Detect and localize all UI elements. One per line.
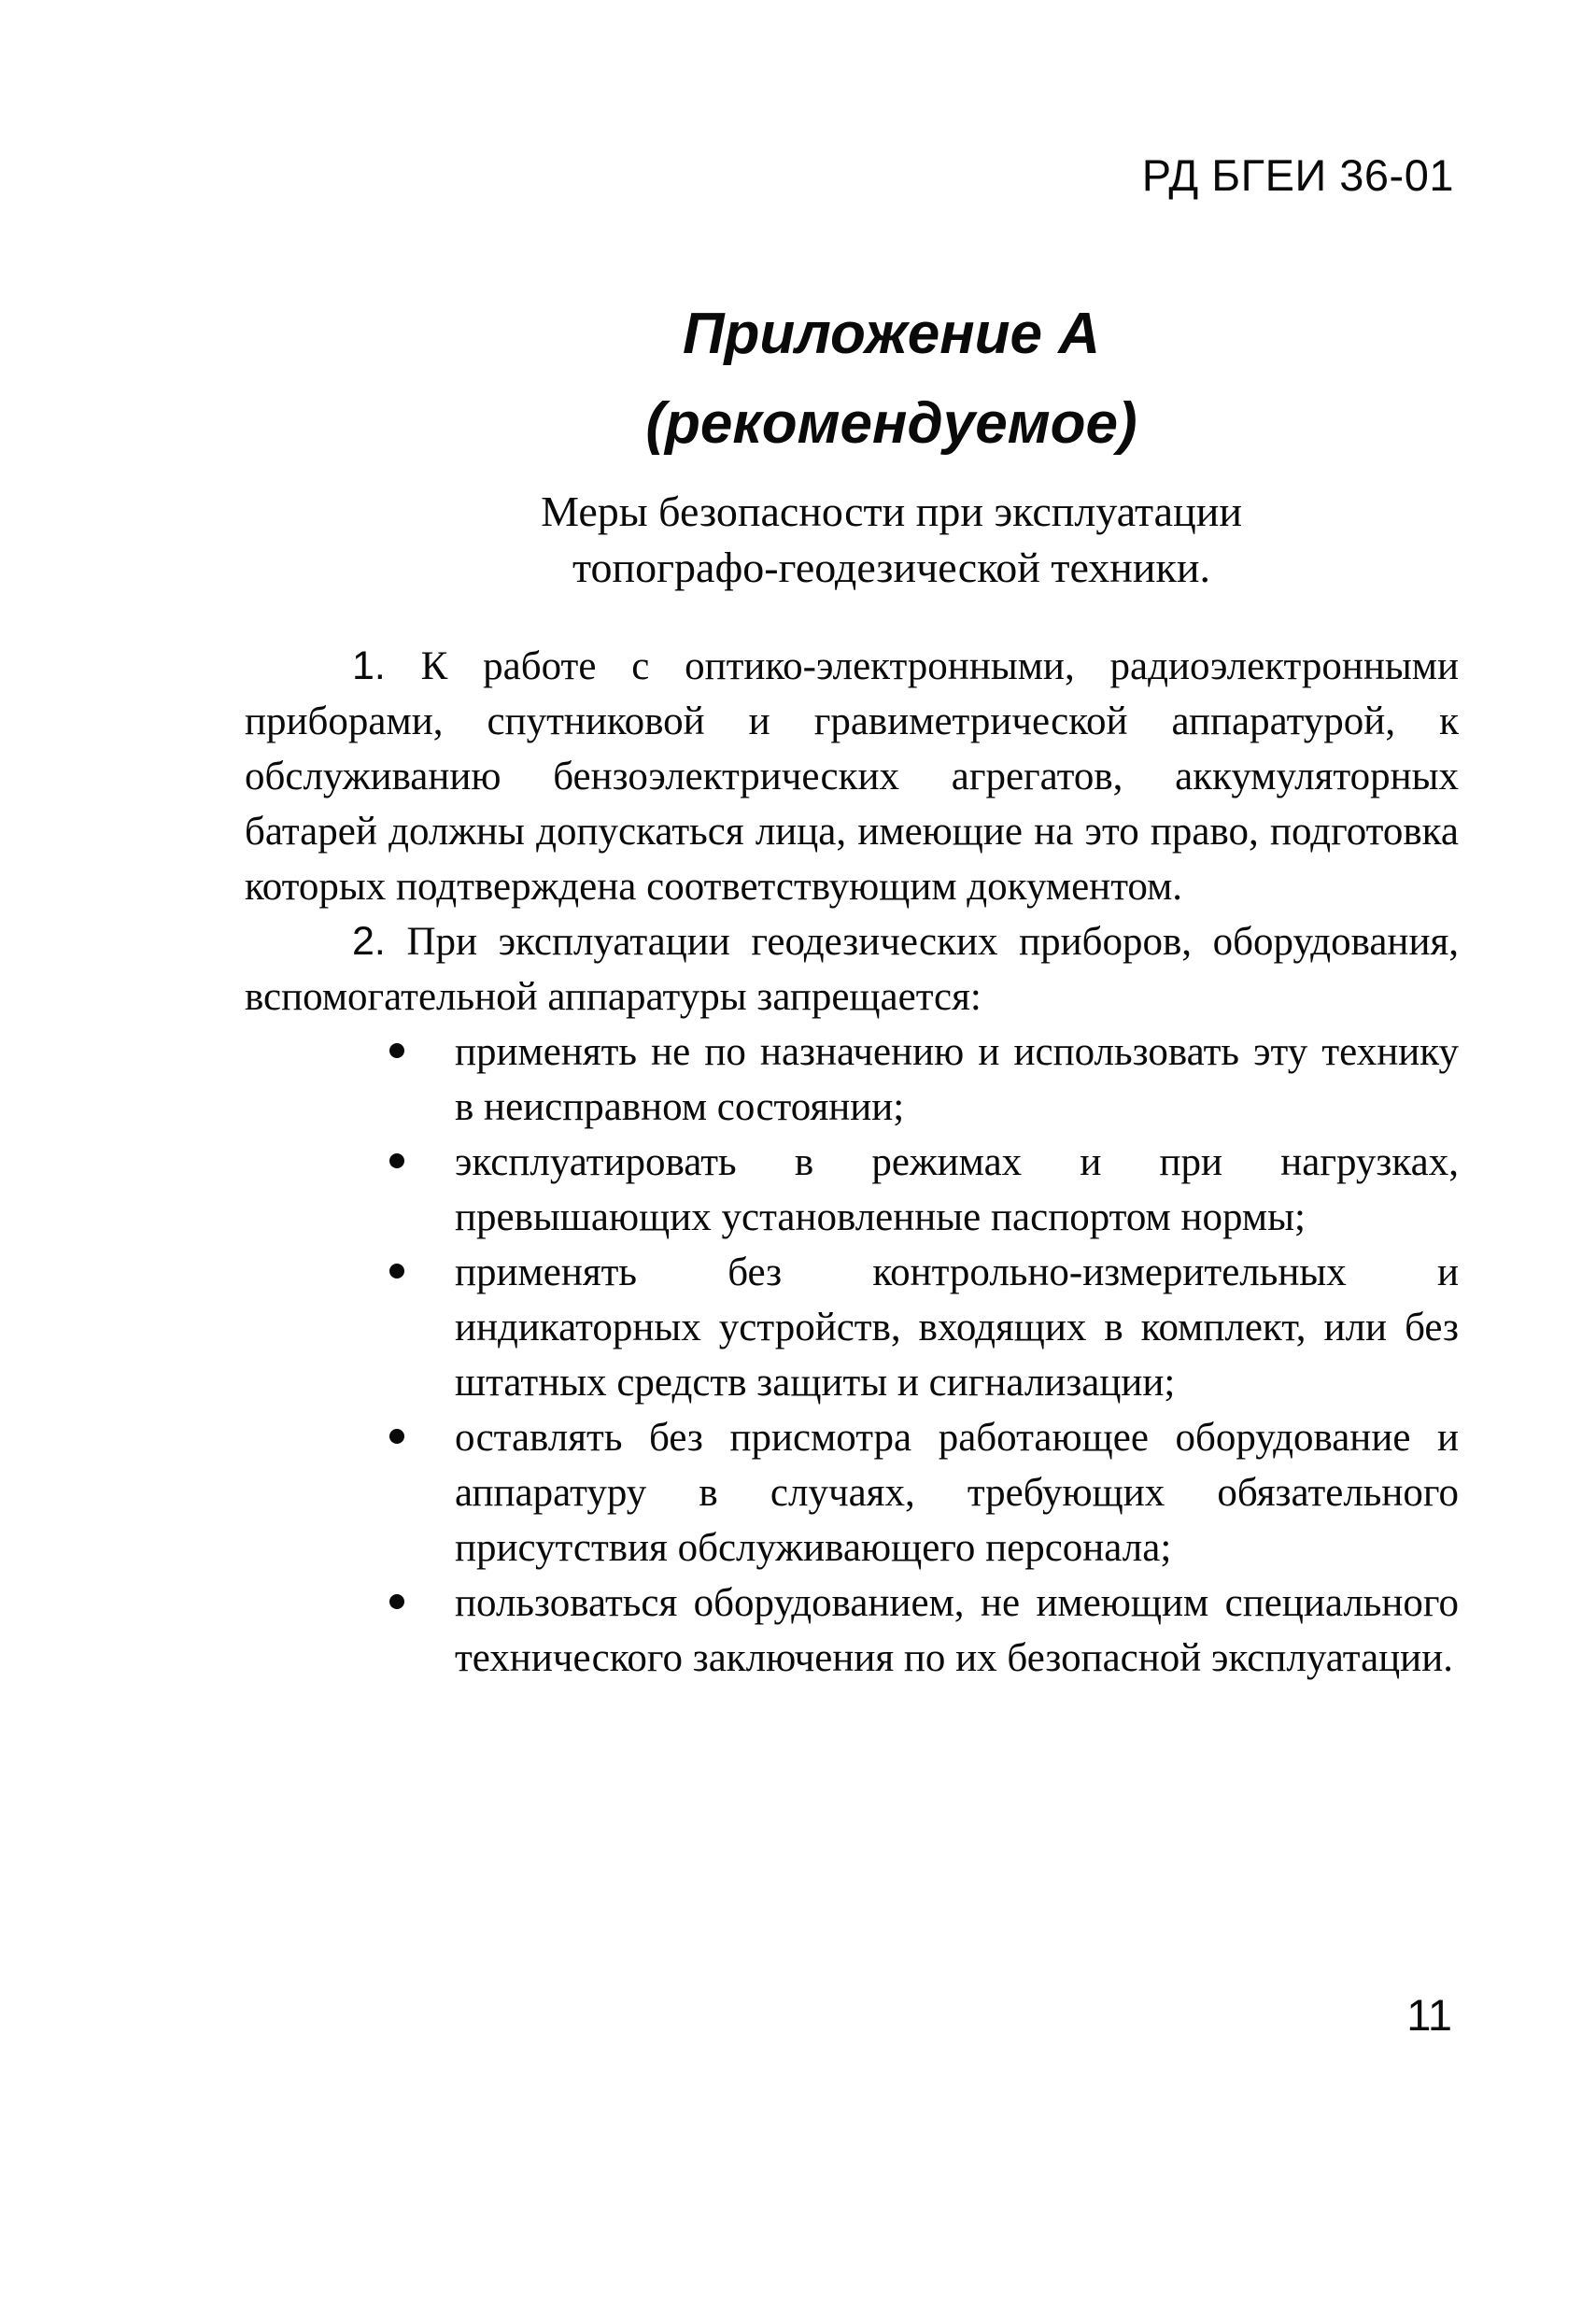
appendix-status-line: (рекомендуемое) xyxy=(645,391,1137,456)
list-item-text: эксплуатировать в режимах и при нагрузках, превышающих установленные паспортом нормы; xyxy=(455,1140,1459,1239)
prohibitions-list xyxy=(245,1024,1459,1686)
section-heading-line-2: топографо-геодезической техники. xyxy=(572,544,1210,591)
bullet-icon xyxy=(389,1153,404,1168)
paragraph-number: 2. xyxy=(352,919,386,964)
list-item-text: оставлять без присмотра работающее оборудование и аппаратуру в случаях, требующих обязательного присутствия обслуживающего персонала; xyxy=(455,1416,1459,1570)
list-item xyxy=(389,1024,1459,1135)
paragraph-2 xyxy=(245,914,1459,1024)
appendix-title xyxy=(0,290,1596,469)
list-item xyxy=(389,1245,1459,1410)
list-item xyxy=(389,1410,1459,1575)
paragraph-text: К работе с оптико-электронными, радиоэлектронными приборами, спутниковой и гравиметрической аппаратурой, к обслуживанию бензоэлектрических агрегатов, аккумуляторных батарей должны допускаться лица, имеющие на это право, подготовка которых подтверждена соответствующим документом. xyxy=(245,644,1459,909)
bullet-icon xyxy=(389,1043,404,1058)
paragraph-1 xyxy=(245,639,1459,914)
section-heading xyxy=(0,484,1596,596)
section-heading-line-1: Меры безопасности при эксплуатации xyxy=(541,487,1242,535)
bullet-icon xyxy=(389,1594,404,1609)
page-number: 11 xyxy=(1406,1990,1452,2040)
bullet-icon xyxy=(389,1429,404,1444)
document-body xyxy=(245,639,1459,1686)
paragraph-number: 1. xyxy=(352,643,386,688)
document-code: РД БГЕИ 36-01 xyxy=(1141,150,1454,200)
appendix-title-line: Приложение А xyxy=(682,302,1101,366)
paragraph-text: При эксплуатации геодезических приборов, оборудования, вспомогательной аппаратуры запрещается: xyxy=(245,920,1459,1019)
list-item-text: применять без контрольно-измерительных и индикаторных устройств, входящих в комплект, или без штатных средств защиты и сигнализации; xyxy=(455,1250,1459,1405)
list-item-text: применять не по назначению и использовать эту технику в неисправном состоянии; xyxy=(455,1030,1459,1129)
bullet-icon xyxy=(389,1264,404,1279)
list-item xyxy=(389,1135,1459,1245)
list-item-text: пользоваться оборудованием, не имеющим специального технического заключения по их безопасной эксплуатации. xyxy=(455,1581,1459,1680)
list-item xyxy=(389,1575,1459,1686)
